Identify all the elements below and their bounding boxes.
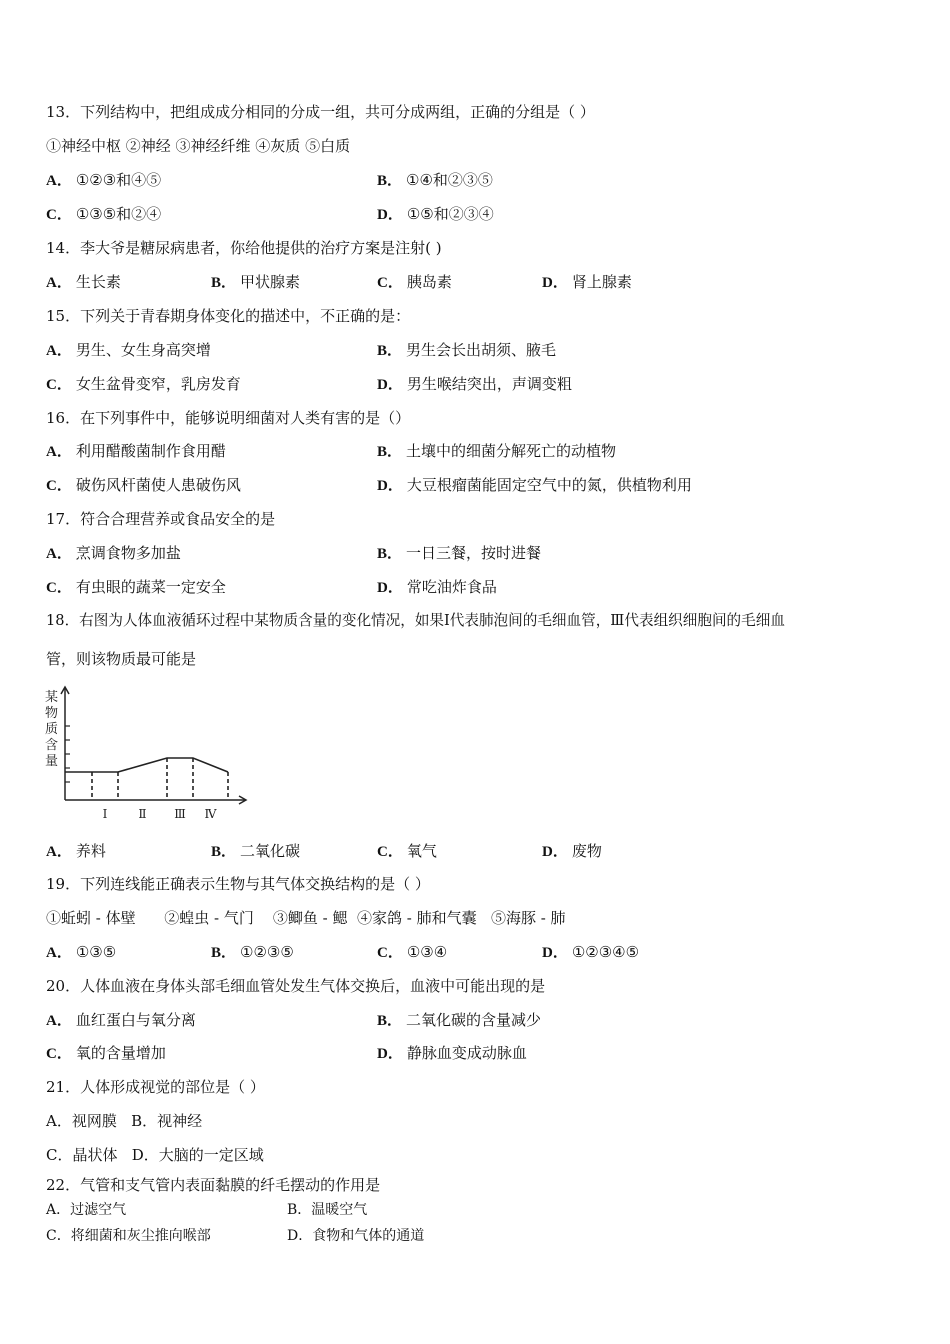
q13-stem: 13．下列结构中，把组成成分相同的分成一组，共可分成两组，正确的分组是（ ）: [46, 103, 595, 121]
q22-option-a[interactable]: A．过滤空气: [46, 1202, 127, 1218]
q13-option-c[interactable]: C． ①③⑤和②④: [46, 205, 162, 223]
q17-stem: 17．符合合理营养或食品安全的是: [46, 510, 276, 528]
q20-stem: 20．人体血液在身体头部毛细血管处发生气体交换后，血液中可能出现的是: [46, 977, 546, 995]
q13-option-a[interactable]: A． ①②③和④⑤: [46, 171, 162, 189]
q17-option-d[interactable]: D． 常吃油炸食品: [377, 578, 497, 596]
q18-stem-line1: 18．右图为人体血液循环过程中某物质含量的变化情况，如果Ⅰ代表肺泡间的毛细血管，Ⅲ代表组织细胞间的毛细血: [46, 612, 785, 629]
q20-option-a[interactable]: A． 血红蛋白与氧分离: [46, 1011, 196, 1029]
q20-option-d[interactable]: D． 静脉血变成动脉血: [377, 1044, 527, 1062]
series-line: [65, 758, 228, 772]
y-label-char: 含: [45, 737, 59, 752]
q14-option-d[interactable]: D． 肾上腺素: [542, 273, 632, 291]
q22-option-d[interactable]: D．食物和气体的通道: [287, 1228, 425, 1244]
y-label-char: 某: [45, 689, 59, 704]
q19-option-c[interactable]: C． ①③④: [377, 943, 448, 961]
q21-stem: 21．人体形成视觉的部位是（ ）: [46, 1078, 265, 1096]
q15-option-c[interactable]: C． 女生盆骨变窄，乳房发育: [46, 375, 241, 393]
q18-option-d[interactable]: D． 废物: [542, 842, 602, 860]
q18-chart: [40, 684, 255, 822]
x-tick-label: Ⅱ: [138, 807, 147, 821]
y-label-char: 量: [45, 753, 59, 768]
q13-items: ①神经中枢 ②神经 ③神经纤维 ④灰质 ⑤白质: [46, 137, 351, 155]
q17-option-b[interactable]: B． 一日三餐，按时进餐: [377, 544, 542, 562]
q15-option-d[interactable]: D． 男生喉结突出，声调变粗: [377, 375, 572, 393]
x-tick-label: Ⅲ: [174, 807, 186, 821]
q15-option-b[interactable]: B． 男生会长出胡须、腋毛: [377, 341, 557, 359]
y-label-char: 质: [45, 721, 59, 736]
y-label-char: 物: [45, 705, 59, 720]
q20-option-c[interactable]: C． 氧的含量增加: [46, 1044, 166, 1062]
q15-option-a[interactable]: A． 男生、女生身高突增: [46, 341, 211, 359]
q19-stem: 19．下列连线能正确表示生物与其气体交换结构的是（ ）: [46, 875, 430, 893]
q16-option-c[interactable]: C． 破伤风杆菌使人患破伤风: [46, 476, 241, 494]
q18-option-b[interactable]: B． 二氧化碳: [211, 842, 301, 860]
q14-stem: 14．李大爷是糖尿病患者，你给他提供的治疗方案是注射( ): [46, 239, 442, 257]
q14-option-b[interactable]: B． 甲状腺素: [211, 273, 301, 291]
q22-option-b[interactable]: B．温暖空气: [287, 1202, 368, 1218]
q16-option-a[interactable]: A． 利用醋酸菌制作食用醋: [46, 442, 226, 460]
q22-stem: 22．气管和支气管内表面黏膜的纤毛摆动的作用是: [46, 1176, 381, 1194]
q21-options-line1[interactable]: A．视网膜 B．视神经: [46, 1112, 203, 1130]
q19-option-b[interactable]: B． ①②③⑤: [211, 943, 294, 961]
q18-stem-line2: 管，则该物质最可能是: [46, 650, 197, 668]
q13-option-b[interactable]: B． ①④和②③⑤: [377, 171, 493, 189]
q13-option-d[interactable]: D． ①⑤和②③④: [377, 205, 494, 223]
chart-axes: [61, 687, 246, 804]
q17-option-c[interactable]: C． 有虫眼的蔬菜一定安全: [46, 578, 226, 596]
q14-option-c[interactable]: C． 胰岛素: [377, 273, 452, 291]
q16-option-d[interactable]: D． 大豆根瘤菌能固定空气中的氮，供植物利用: [377, 476, 692, 494]
q14-option-a[interactable]: A． 生长素: [46, 273, 121, 291]
q18-option-a[interactable]: A． 养料: [46, 842, 106, 860]
q17-option-a[interactable]: A． 烹调食物多加盐: [46, 544, 181, 562]
q19-option-a[interactable]: A． ①③⑤: [46, 943, 117, 961]
q19-option-d[interactable]: D． ①②③④⑤: [542, 943, 640, 961]
q16-stem: 16．在下列事件中，能够说明细菌对人类有害的是（）: [46, 409, 411, 427]
q22-option-c[interactable]: C．将细菌和灰尘推向喉部: [46, 1228, 211, 1244]
q21-options-line2[interactable]: C．晶状体 D．大脑的一定区域: [46, 1146, 264, 1164]
q19-items: ①蚯蚓 - 体壁 ②蝗虫 - 气门 ③鲫鱼 - 鳃 ④家鸽 - 肺和气囊 ⑤海豚 - 肺: [46, 909, 566, 927]
y-label: [45, 689, 58, 768]
q18-option-c[interactable]: C． 氧气: [377, 842, 437, 860]
q15-stem: 15．下列关于青春期身体变化的描述中，不正确的是：: [46, 307, 411, 325]
q16-option-b[interactable]: B． 土壤中的细菌分解死亡的动植物: [377, 442, 617, 460]
x-tick-label: Ⅳ: [204, 807, 217, 821]
x-tick-label: Ⅰ: [102, 807, 108, 821]
q20-option-b[interactable]: B． 二氧化碳的含量减少: [377, 1011, 542, 1029]
